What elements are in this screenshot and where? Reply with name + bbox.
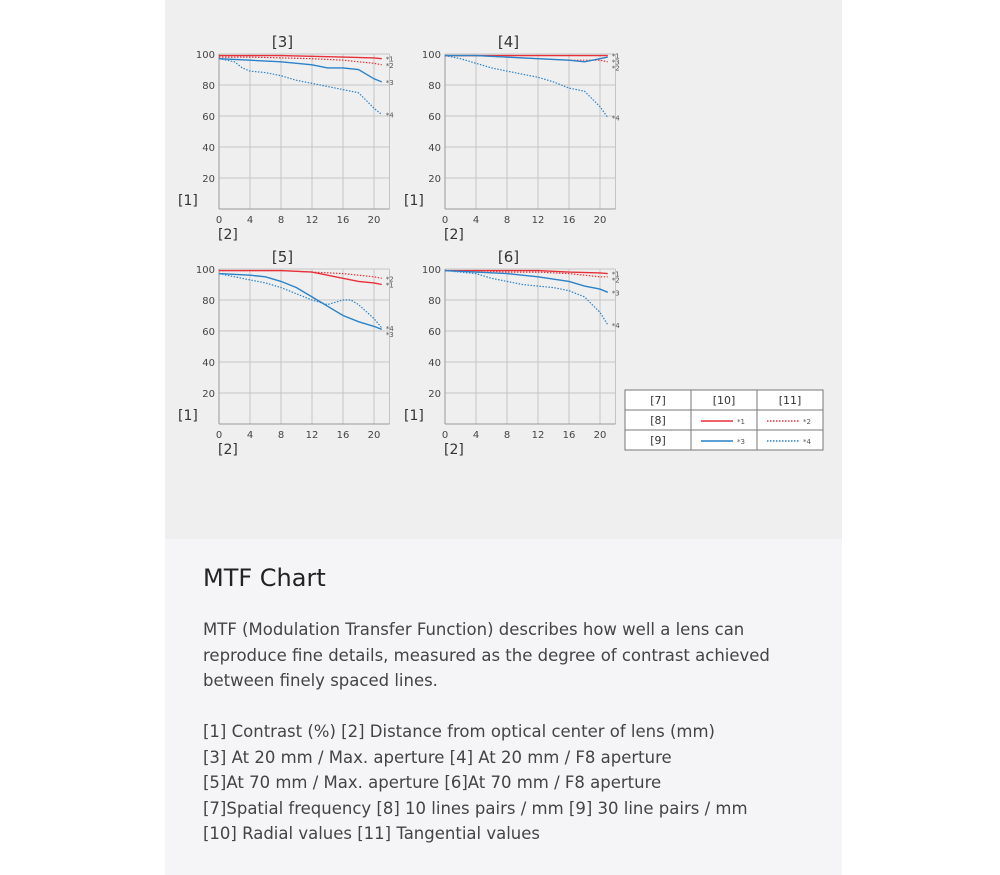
x-tick-label: 20 [593,430,607,441]
series-end-label: *4 [385,111,394,120]
legend-text [203,719,823,847]
y-axis-label: [1] [404,193,424,209]
series-end-label: *2 [385,275,394,284]
mtf-panel [165,0,842,875]
series-line [219,59,382,115]
chart-title: [5] [271,248,294,266]
page-title: MTF Chart [203,564,326,592]
legend-header: [7] [650,394,666,407]
x-tick-label: 0 [215,430,223,441]
legend-swatch-label: *3 [737,438,745,446]
chart-title: [3] [271,33,294,51]
y-tick-label: 80 [428,296,441,307]
series-end-label: *4 [611,114,620,123]
series-end-label: *3 [611,289,620,298]
chart-title: [4] [497,33,520,51]
y-tick-label: 80 [428,81,441,92]
x-tick-label: 8 [277,215,285,226]
legend-line: [7]Spatial frequency [8] 10 lines pairs / mm [9] 30 line pairs / mm [203,798,748,818]
x-tick-label: 4 [246,430,254,441]
legend-swatch-label: *1 [737,418,745,426]
x-tick-label: 20 [593,215,607,226]
series-end-label: *1 [611,270,620,279]
series-end-label: *2 [385,61,394,70]
legend-row-label: [8] [650,414,666,427]
y-axis-label: [1] [404,408,424,424]
x-tick-label: 8 [277,430,285,441]
x-axis-label: [2] [444,442,464,458]
description: MTF (Modulation Transfer Function) describes how well a lens can reproduce fine details, measured as the degree of contrast achieved between finely spaced lines. [203,620,770,690]
x-tick-label: 16 [336,215,350,226]
legend-swatch-label: *2 [803,418,811,426]
legend-line: [1] Contrast (%) [2] Distance from optical center of lens (mm) [203,722,715,741]
series-end-label: *3 [385,330,394,339]
y-tick-label: 60 [202,327,215,338]
y-axis-label: [1] [178,408,198,424]
y-tick-label: 80 [202,296,215,307]
y-tick-label: 100 [195,50,215,61]
y-tick-label: 20 [202,389,215,400]
x-tick-label: 0 [215,215,223,226]
x-tick-label: 20 [367,215,381,226]
y-tick-label: 40 [428,358,441,369]
series-end-label: *1 [385,55,394,64]
x-tick-label: 16 [562,215,576,226]
y-tick-label: 40 [202,143,215,154]
y-tick-label: 60 [428,327,441,338]
legend-swatch-label: *4 [803,438,811,446]
x-tick-label: 12 [531,430,545,441]
x-axis-label: [2] [218,442,238,458]
series-line [445,271,608,293]
chart-area [165,0,842,539]
text-area [165,539,842,875]
series-line [445,56,608,118]
y-tick-label: 80 [202,81,215,92]
x-tick-label: 8 [503,430,511,441]
x-tick-label: 4 [246,215,254,226]
series-line [445,271,608,325]
x-tick-label: 0 [441,430,449,441]
x-tick-label: 0 [441,215,449,226]
x-tick-label: 16 [336,430,350,441]
y-tick-label: 40 [202,358,215,369]
series-end-label: *3 [611,58,620,67]
series-end-label: *3 [385,78,394,87]
series-end-label: *4 [611,321,620,330]
series-line [219,274,382,330]
x-tick-label: 4 [472,215,480,226]
x-tick-label: 4 [472,430,480,441]
series-end-label: *2 [611,64,620,73]
x-tick-label: 12 [305,215,319,226]
y-axis-label: [1] [178,193,198,209]
legend-header: [10] [712,394,736,407]
x-tick-label: 8 [503,215,511,226]
legend-line: [3] At 20 mm / Max. aperture [4] At 20 mm / F8 aperture [203,747,672,767]
legend-row-label: [9] [650,434,666,447]
y-tick-label: 40 [428,143,441,154]
series-end-label: *4 [385,324,394,333]
chart-title: [6] [497,248,520,266]
y-tick-label: 60 [202,112,215,123]
y-tick-label: 100 [195,265,215,276]
x-tick-label: 12 [305,430,319,441]
x-axis-label: [2] [218,227,238,243]
legend-line: [5]At 70 mm / Max. aperture [6]At 70 mm / F8 aperture [203,773,662,792]
y-tick-label: 20 [428,174,441,185]
series-end-label: *2 [611,276,620,285]
y-tick-label: 100 [421,50,441,61]
legend-header: [11] [778,394,802,407]
y-tick-label: 100 [421,265,441,276]
y-tick-label: 20 [202,174,215,185]
x-tick-label: 16 [562,430,576,441]
y-tick-label: 20 [428,389,441,400]
x-axis-label: [2] [444,227,464,243]
legend-line: [10] Radial values [11] Tangential values [203,824,541,843]
mtf-charts [165,0,842,539]
y-tick-label: 60 [428,112,441,123]
x-tick-label: 20 [367,430,381,441]
series-end-label: *1 [385,281,394,290]
series-end-label: *1 [611,52,620,61]
x-tick-label: 12 [531,215,545,226]
series-line [219,271,382,285]
